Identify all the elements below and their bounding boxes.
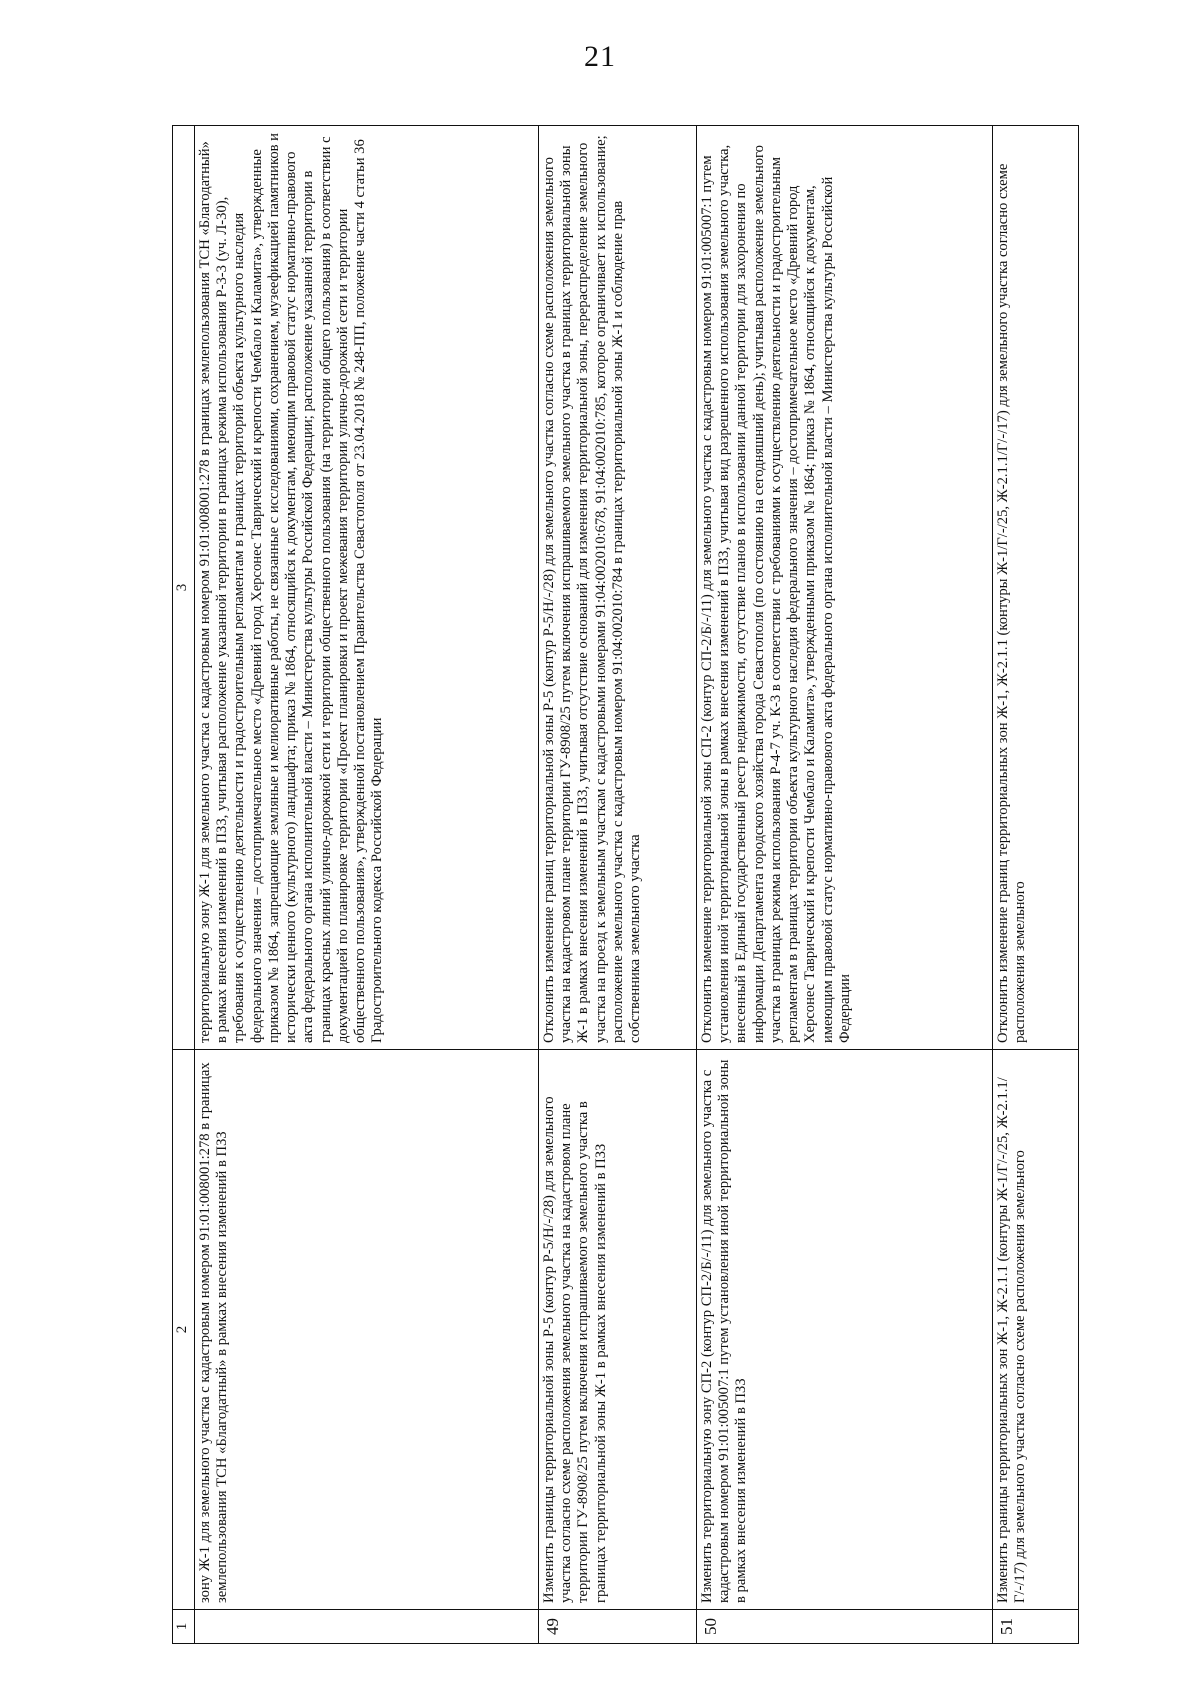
decision-cell: Отклонить изменение границ территориальных зон Ж-1, Ж-2.1.1 (контуры Ж-1/Г/-/25, Ж-2.1.1/Г/-/17) для земельного участка согласно схеме расположения земельного <box>993 126 1079 1050</box>
column-header-1: 1 <box>173 1610 195 1644</box>
row-number: 49 <box>539 1610 697 1644</box>
decision-cell: Отклонить изменение границ территориальной зоны Р-5 (контур Р-5/Н/-/28) для земельного участка согласно схеме расположения земельного участка на кадастровом плане территории ГУ-8908/25 путем включения испрашиваемого земельного участка в границах территориальной зоны Ж-1 в рамках внесения изменений в ПЗЗ, учитывая отсутствие оснований для изменения территориальной зоны, перераспределение земельного участка на проезд к земельным участкам с кадастровыми номерами 91:04:002010:678, 91:04:002010:785, которое ограничивает их использование; расположение земельного участка с кадастровым номером 91:04:002010:784 в границах территориальной зоны Ж-1 и соблюдение прав собственника земельного участка <box>539 126 697 1050</box>
row-number: 51 <box>993 1610 1079 1644</box>
table-row <box>539 126 697 1644</box>
table-header-row <box>173 126 195 1644</box>
table-row <box>195 126 539 1644</box>
row-number: 50 <box>697 1610 993 1644</box>
proposal-cell: зону Ж-1 для земельного участка с кадастровым номером 91:01:008001:278 в границах землепользования ТСН «Благодатный» в рамках внесения изменений в ПЗЗ <box>195 1050 539 1610</box>
decision-cell: территориальную зону Ж-1 для земельного участка с кадастровым номером 91:01:008001:278 в границах землепользования ТСН «Благодатный» в рамках внесения изменений в ПЗЗ, учитывая расположение указанной территории в границах режима использования Р-3-3 (уч. Л-30), требования к осуществлению деятельности и градостроительным регламентам в границах территорий объекта культурного наследия федерального значения – достопримечательное место «Древний город Херсонес Таврический и крепости Чембало и Каламита», утвержденные приказом № 1864, запрещающие земляные и мелиоративные работы, не связанные с исследованиями, сохранением, музеефикацией памятников и исторически ценного (культурного) ландшафта; приказ № 1864, относящийся к документам, имеющим правовой статус нормативно-правового акта федерального органа исполнительной власти – Министерства культуры Российской Федерации; расположение указанной территории в границах красных линий улично-дорожной сети и территории общественного пользования (на территории общего пользования) в соответствии с документацией по планировке территории «Проект планировки и проект межевания территории улично-дорожной сети и территории общественного пользования», утвержденной постановлением Правительства Севастополя от 23.04.2018 № 248-ПП, положение части 4 статьи 36 Градостроительного кодекса Российской Федерации <box>195 126 539 1050</box>
decisions-table <box>172 125 1079 1644</box>
proposal-cell: Изменить границы территориальных зон Ж-1, Ж-2.1.1 (контуры Ж-1/Г/-/25, Ж-2.1.1/Г/-/17) для земельного участка согласно схеме расположения земельного <box>993 1050 1079 1610</box>
column-header-2: 2 <box>173 1050 195 1610</box>
rotated-table-content <box>172 126 1080 1644</box>
page-number: 21 <box>584 40 616 73</box>
table-row <box>697 126 993 1644</box>
decision-cell: Отклонить изменение территориальной зоны СП-2 (контур СП-2/Б/-/11) для земельного участка с кадастровым номером 91:01:005007:1 путем установления иной территориальной зоны в рамках внесения изменений в ПЗЗ, учитывая вид разрешенного использования земельного участка, внесенный в Единый государственный реестр недвижимости, отсутствие планов в использовании данной территории для захоронения по информации Департамента городского хозяйства города Севастополя (по состоянию на сегодняшний день); учитывая расположение земельного участка в границах режима использования Р-4-7 уч. К-3 в соответствии с требованиями к осуществлению деятельности и градостроительным регламентам в границах территории объекта культурного наследия федерального значения – достопримечательное место «Древний город Херсонес Таврический и крепости Чембало и Каламита», утвержденными приказом № 1864; приказ № 1864, относящийся к документам, имеющим правовой статус нормативно-правового акта федерального органа исполнительной власти – Министерства культуры Российской Федерации <box>697 126 993 1050</box>
rotated-table-container <box>172 126 1080 1644</box>
proposal-cell: Изменить границы территориальной зоны Р-5 (контур Р-5/Н/-/28) для земельного участка согласно схеме расположения земельного участка на кадастровом плане территории ГУ-8908/25 путем включения испрашиваемого земельного участка в границах территориальной зоны Ж-1 в рамках внесения изменений в ПЗЗ <box>539 1050 697 1610</box>
column-header-3: 3 <box>173 126 195 1050</box>
proposal-cell: Изменить территориальную зону СП-2 (контур СП-2/Б/-/11) для земельного участка с кадастровым номером 91:01:005007:1 путем установления иной территориальной зоны в рамках внесения изменений в ПЗЗ <box>697 1050 993 1610</box>
table-row <box>993 126 1079 1644</box>
row-number <box>195 1610 539 1644</box>
